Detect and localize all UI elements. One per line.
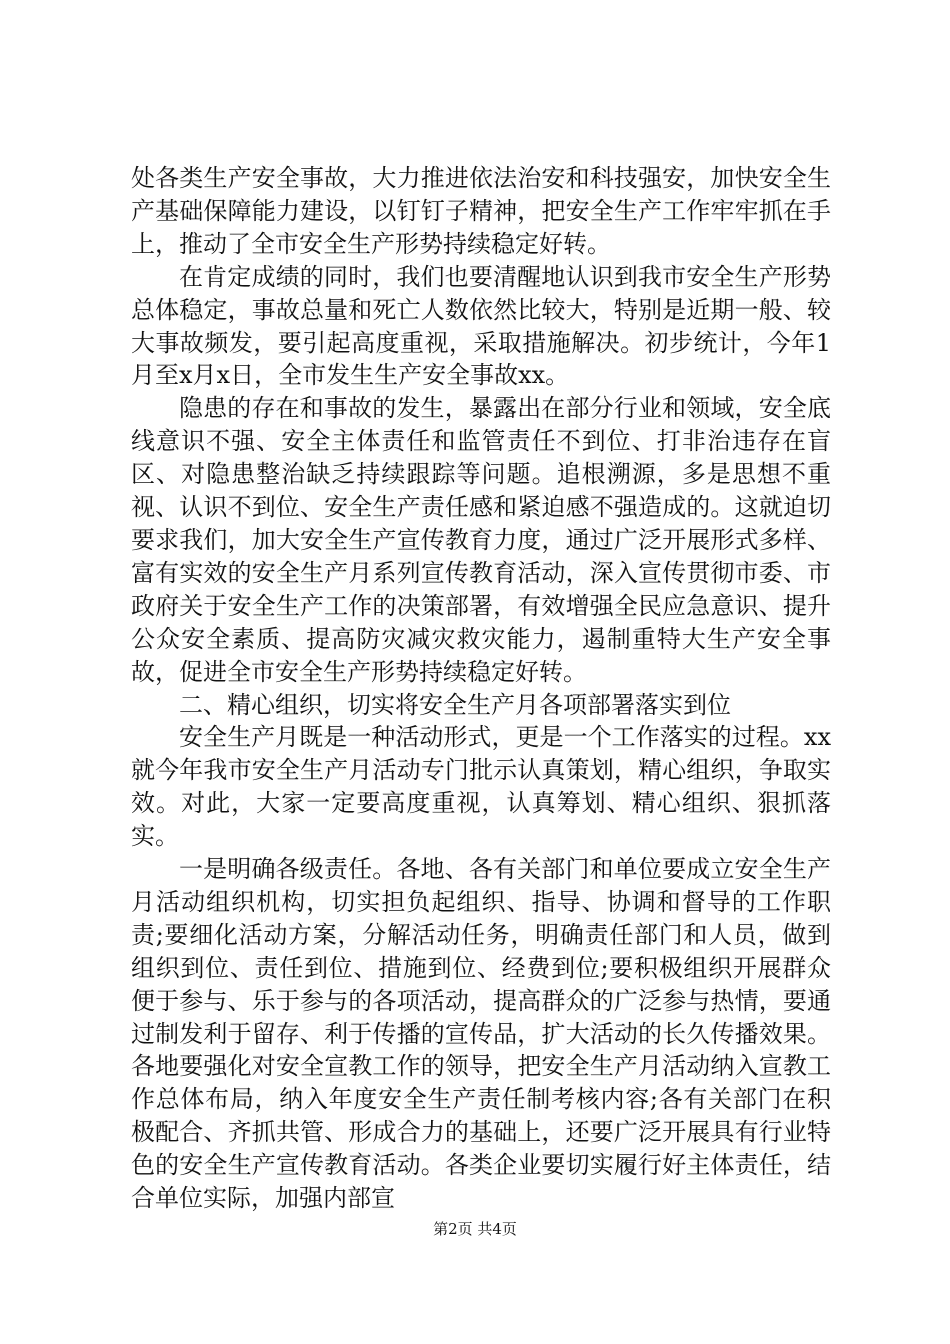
paragraph-2: 在肯定成绩的同时，我们也要清醒地认识到我市安全生产形势总体稳定，事故总量和死亡人数依然比较大，特别是近期一般、较大事故频发，要引起高度重视，采取措施解决。初步统计，今年1月至x月x日，全市发生生产安全事故xx。 <box>131 262 831 390</box>
page-footer: 第2页 共4页 <box>433 1220 517 1238</box>
paragraph-1: 处各类生产安全事故，大力推进依法治安和科技强安，加快安全生产基础保障能力建设，以钉钉子精神，把安全生产工作牢牢抓在手上，推动了全市安全生产形势持续稳定好转。 <box>131 164 831 258</box>
paragraph-5: 一是明确各级责任。各地、各有关部门和单位要成立安全生产月活动组织机构，切实担负起组织、指导、协调和督导的工作职责;要细化活动方案，分解活动任务，明确责任部门和人员，做到组织到位、责任到位、措施到位、经费到位;要积极组织开展群众便于参与、乐于参与的各项活动，提高群众的广泛参与热情，要通过制发利于留存、利于传播的宣传品，扩大活动的长久传播效果。各地要强化对安全宣教工作的领导，把安全生产月活动纳入宣教工作总体布局，纳入年度安全生产责任制考核内容;各有关部门在积极配合、齐抓共管、形成合力的基础上，还要广泛开展具有行业特色的安全生产宣传教育活动。各类企业要切实履行好主体责任，结合单位实际，加强内部宣 <box>131 855 831 1213</box>
paragraph-4: 安全生产月既是一种活动形式，更是一个工作落实的过程。xx就今年我市安全生产月活动专门批示认真策划，精心组织，争取实效。对此，大家一定要高度重视，认真筹划、精心组织、狠抓落实。 <box>131 723 831 851</box>
section-heading: 二、精心组织，切实将安全生产月各项部署落实到位 <box>179 690 731 719</box>
document-body <box>131 162 831 1215</box>
paragraph-3: 隐患的存在和事故的发生，暴露出在部分行业和领域，安全底线意识不强、安全主体责任和监管责任不到位、打非治违存在盲区、对隐患整治缺乏持续跟踪等问题。追根溯源，多是思想不重视、认识不到位、安全生产责任感和紧迫感不强造成的。这就迫切要求我们，加大安全生产宣传教育力度，通过广泛开展形式多样、富有实效的安全生产月系列宣传教育活动，深入宣传贯彻市委、市政府关于安全生产工作的决策部署，有效增强全民应急意识、提升公众安全素质、提高防灾减灾救灾能力，遏制重特大生产安全事故，促进全市安全生产形势持续稳定好转。 <box>131 394 831 686</box>
